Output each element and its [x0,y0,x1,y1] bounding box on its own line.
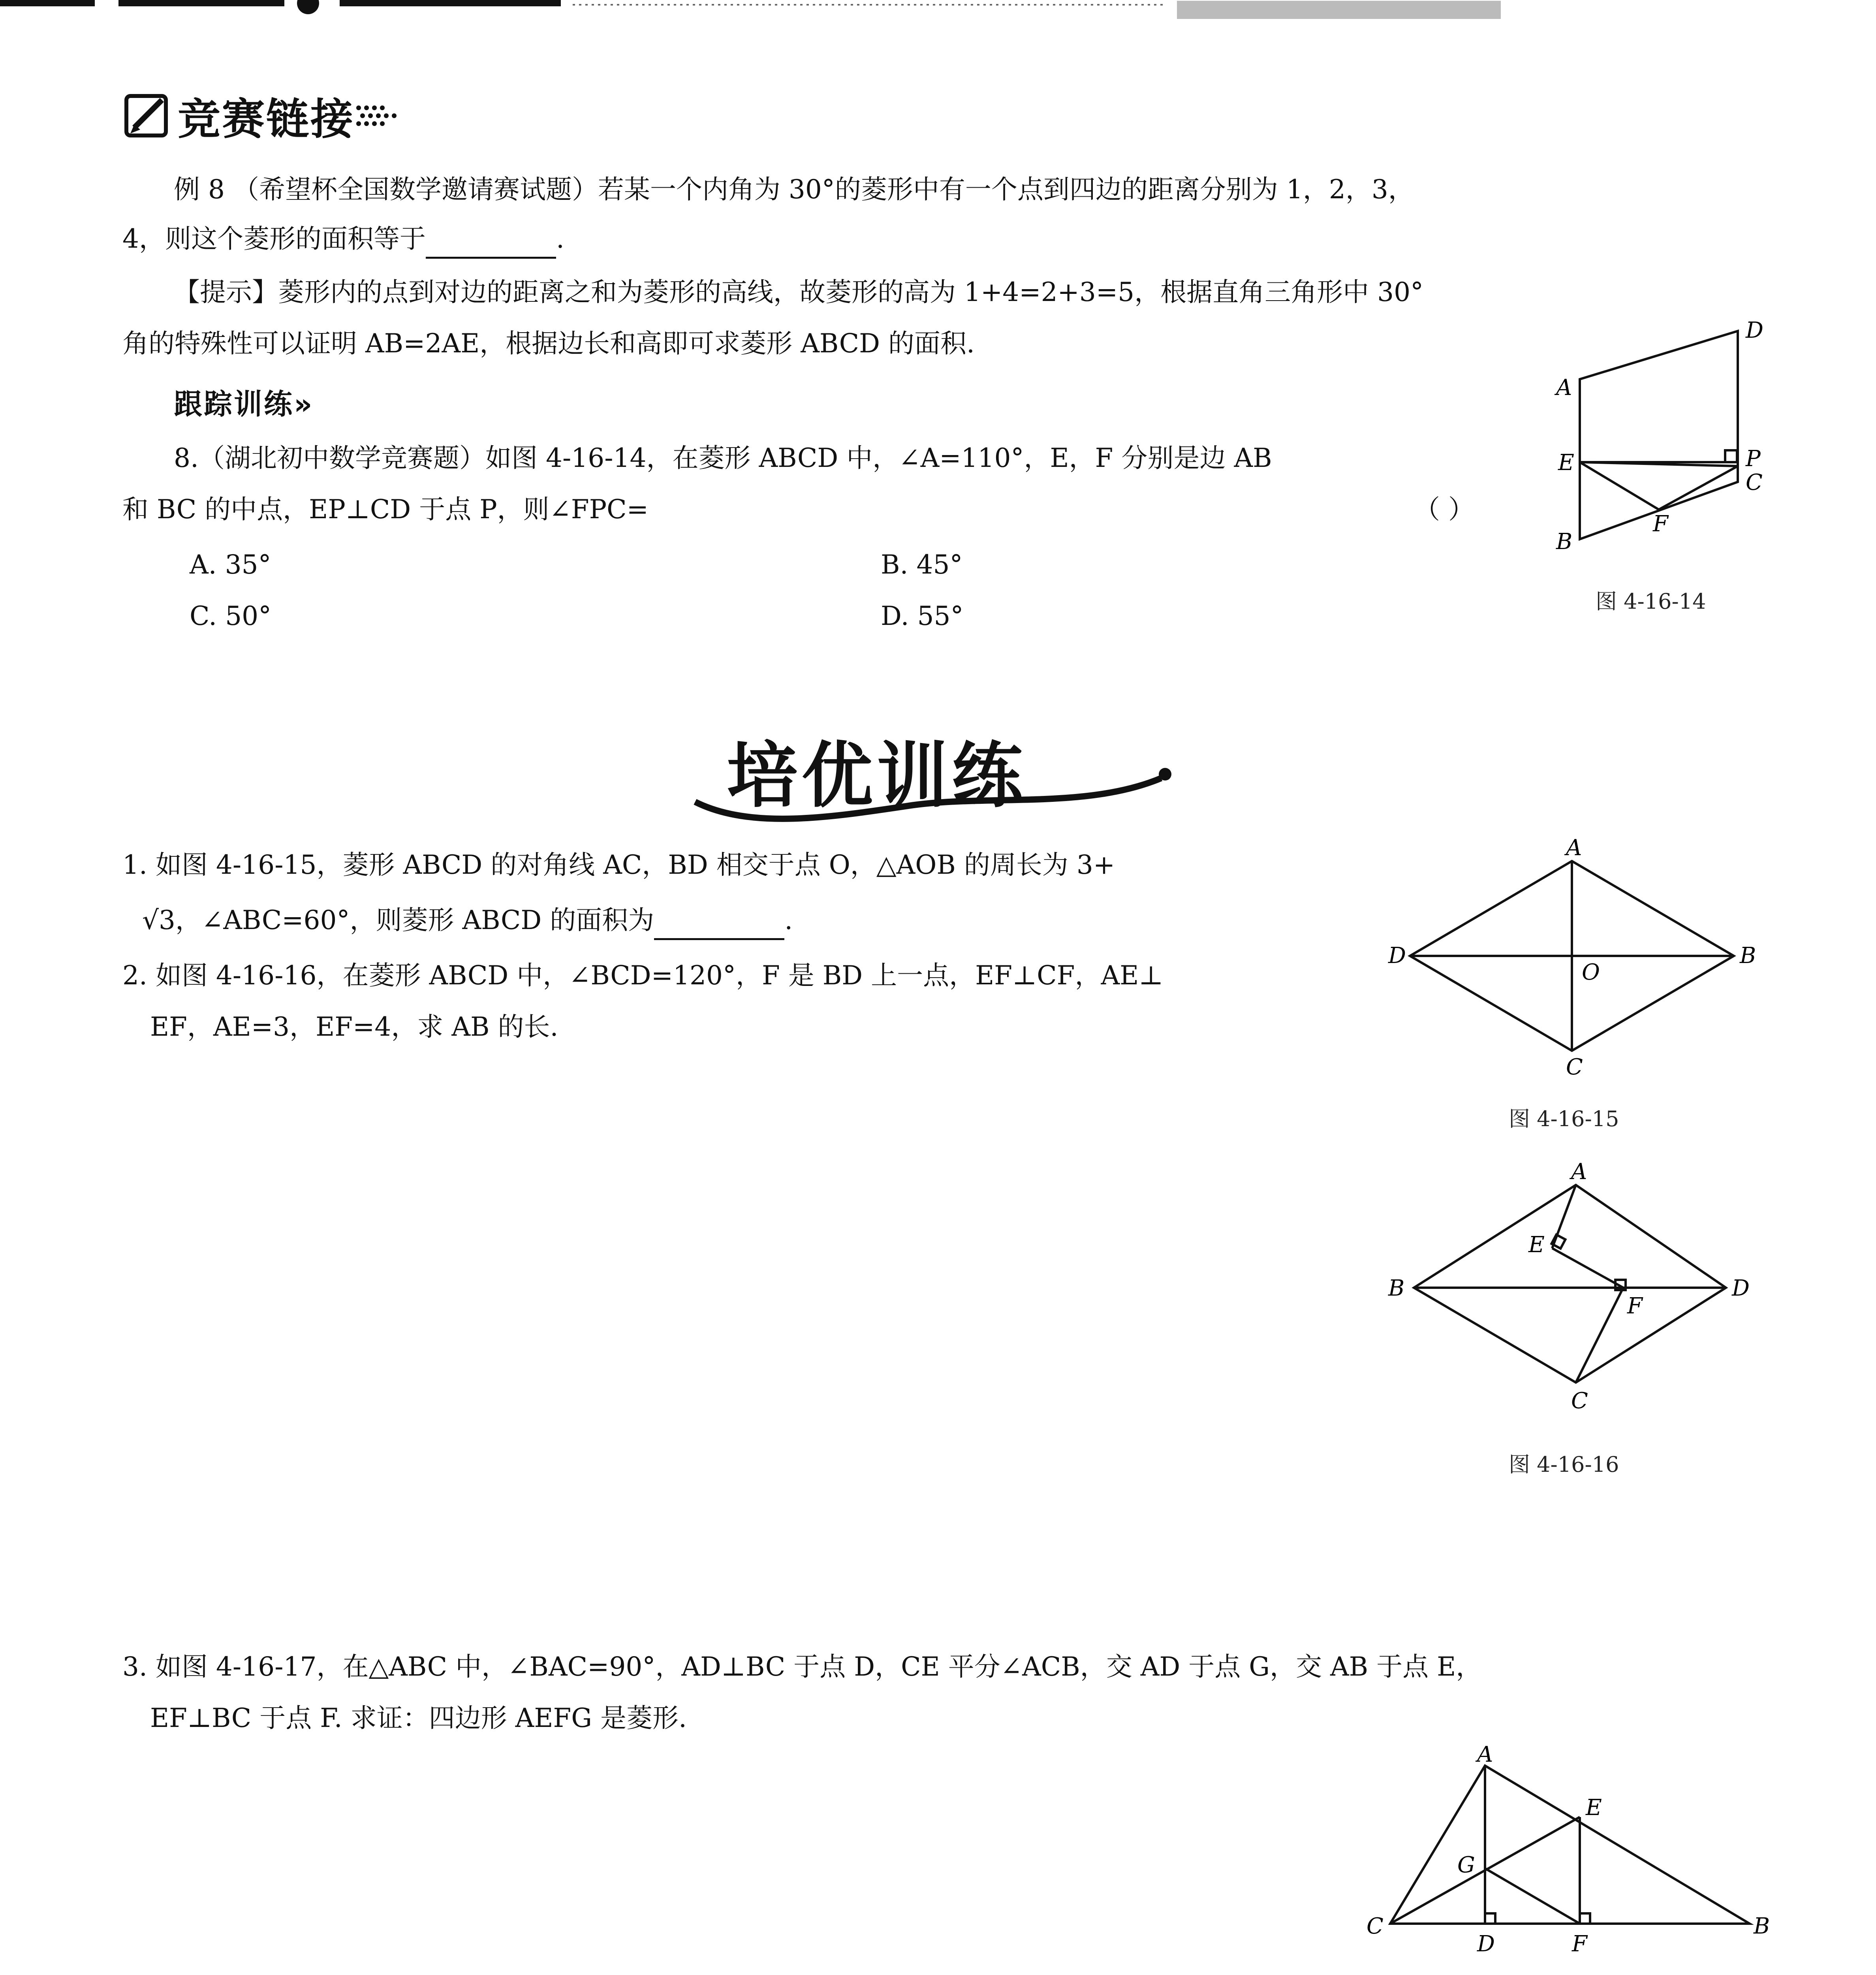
q8-option-c: C. 50° [190,601,272,631]
fig14-label-b: B [1556,529,1573,555]
fig17-label-c: C [1367,1913,1384,1939]
fig17-label-b: B [1754,1913,1770,1939]
fig15-label-c: C [1566,1054,1583,1080]
q8-line1: 8.（湖北初中数学竞赛题）如图 4-16-14，在菱形 ABCD 中，∠A=110°，E，F 分别是边 AB [174,443,1272,473]
fig14-label-a: A [1556,375,1572,401]
fig17-label-a: A [1477,1746,1493,1767]
p1-answer-blank [654,913,784,940]
fig16-label-e: E [1528,1232,1545,1258]
example8-line2 [122,219,564,259]
figure-4-16-17 [1359,1746,1773,1967]
fig17-label-f: F [1572,1931,1587,1957]
section-heading-competition [118,85,402,146]
fig16-label-d: D [1732,1275,1750,1301]
p1-line2-text: √3，∠ABC=60°，则菱形 ABCD 的面积为 [142,905,654,935]
q8-option-d: D. 55° [881,601,964,631]
p3-line2: EF⊥BC 于点 F. 求证：四边形 AEFG 是菱形. [150,1703,687,1733]
p2-line1: 2. 如图 4-16-16，在菱形 ABCD 中，∠BCD=120°，F 是 BD 上一点，EF⊥CF，AE⊥ [122,960,1164,991]
fig14-label-c: C [1746,470,1763,495]
hint-line2: 角的特殊性可以证明 AB=2AE，根据边长和高即可求菱形 ABCD 的面积. [122,328,975,359]
training-title: 培优训练 [727,735,1027,817]
fig16-caption: 图 4-16-16 [1509,1452,1619,1477]
fig17-label-e: E [1586,1795,1602,1821]
fig14-caption: 图 4-16-14 [1596,589,1706,614]
p3-line1: 3. 如图 4-16-17，在△ABC 中，∠BAC=90°，AD⊥BC 于点 D，CE 平分∠ACB，交 AD 于点 G，交 AB 于点 E， [122,1651,1482,1682]
example8-line2-text: 4，则这个菱形的面积等于 [122,224,426,254]
example8-line1: 例 8 （希望杯全国数学邀请赛试题）若某一个内角为 30°的菱形中有一个点到四边的距离分别为 1，2，3， [174,174,1414,205]
fig14-label-f: F [1653,511,1668,537]
figure-4-16-15 [1382,837,1758,1082]
pencil-note-icon [118,88,178,143]
p1-line2-end: . [784,905,793,935]
q8-bracket: （ ） [1414,494,1474,525]
fig16-label-b: B [1388,1275,1405,1301]
fig16-label-a: A [1571,1161,1587,1185]
tracking-title: 跟踪训练» [174,387,314,421]
hint-line1: 【提示】菱形内的点到对边的距离之和为菱形的高线，故菱形的高为 1+4=2+3=5，根据直角三角形中 30° [174,277,1424,307]
dot-pattern-icon [355,100,402,132]
fig14-label-p: P [1746,446,1761,472]
answer-blank [426,231,556,259]
q8-option-b: B. 45° [881,549,963,580]
fig14-label-e: E [1558,450,1574,476]
p2-line2: EF，AE=3，EF=4，求 AB 的长. [150,1012,558,1042]
figure-4-16-16 [1378,1161,1754,1422]
figure-4-16-14 [1540,316,1785,561]
fig15-label-b: B [1740,943,1756,969]
top-border-decoration [0,0,1876,32]
fig16-label-f: F [1627,1293,1643,1319]
fig14-label-d: D [1746,318,1763,343]
p1-line2 [142,901,793,940]
p1-line1: 1. 如图 4-16-15，菱形 ABCD 的对角线 AC，BD 相交于点 O，△AOB 的周长为 3+ [122,850,1115,880]
fig15-label-a: A [1566,837,1582,861]
fig17-label-d: D [1477,1931,1495,1957]
fig17-label-g: G [1457,1852,1475,1878]
section-heading-tracking [174,381,314,422]
section-heading-training [671,711,1185,830]
fig15-label-d: D [1388,943,1406,969]
competition-title: 竞赛链接 [178,95,355,144]
q8-line2: 和 BC 的中点，EP⊥CD 于点 P，则∠FPC= [122,494,649,525]
fig16-label-c: C [1571,1388,1588,1414]
fig15-label-o: O [1582,959,1600,985]
example8-line2-end: . [556,224,564,254]
fig15-caption: 图 4-16-15 [1509,1106,1619,1131]
q8-option-a: A. 35° [190,549,271,580]
